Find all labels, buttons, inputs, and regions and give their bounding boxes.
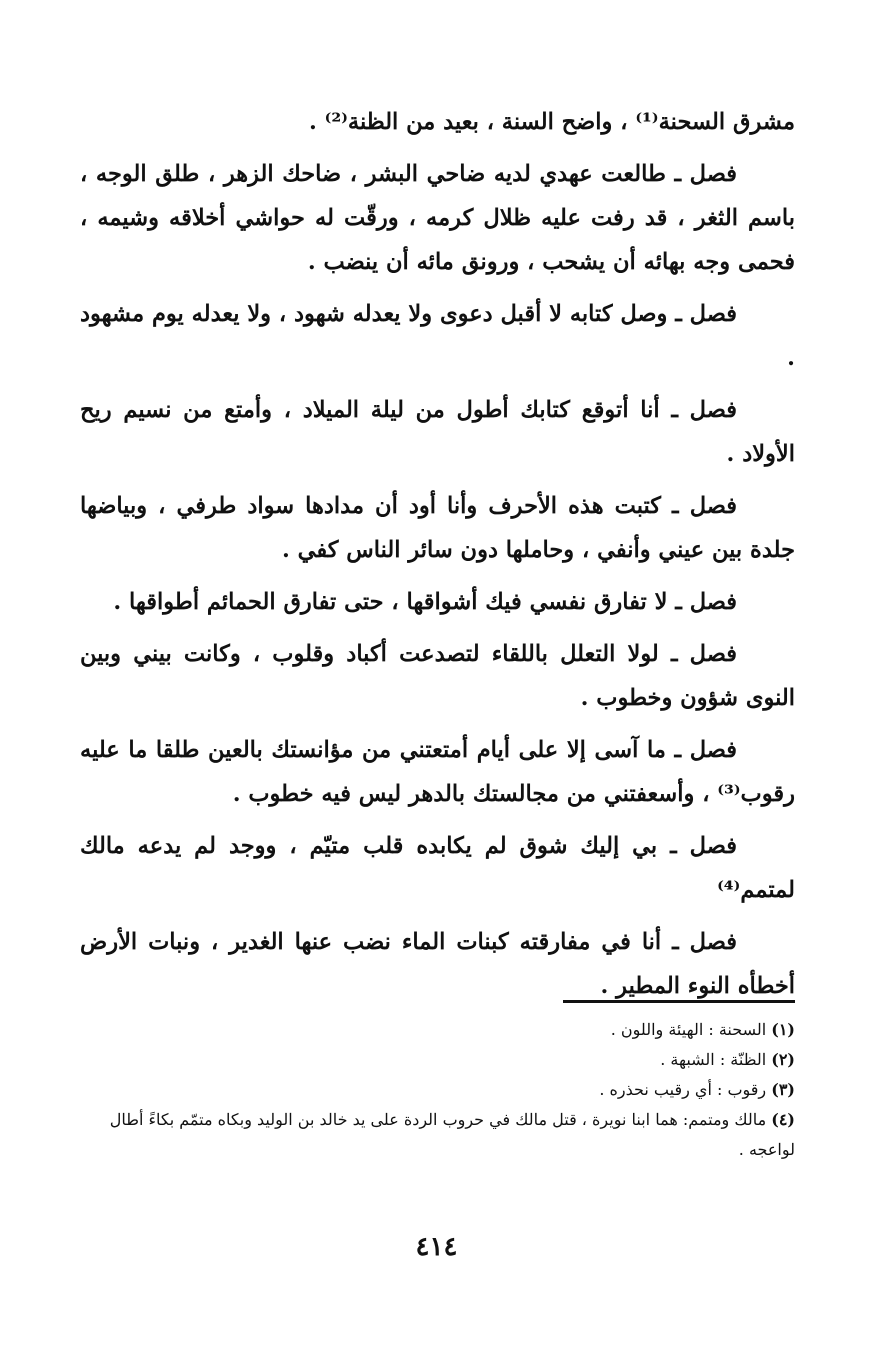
- footnote-text: الظنّة : الشبهة .: [660, 1050, 767, 1069]
- paragraph-6: فصل ـ لا تفارق نفسي فيك أشواقها ، حتى تفارق الحمائم أطواقها .: [113, 589, 737, 615]
- main-text: [80, 100, 795, 1016]
- paragraph-2: فصل ـ طالعت عهدي لديه ضاحي البشر ، ضاحك الزهر ، طلق الوجه ، باسم الثغر ، قد رفت عليه ظلال كرمه ، ورقّت له حواشي أخلاقه وشيمه ، فحمى وجه بهائه أن يشحب ، ورونق مائه أن ينضب .: [80, 161, 795, 275]
- footnote-number: (٤): [771, 1110, 795, 1129]
- paragraph-7: فصل ـ لولا التعلل باللقاء لتصدعت أكباد وقلوب ، وكانت بيني وبين النوى شؤون وخطوب .: [80, 641, 795, 711]
- footnote-number: (٢): [771, 1050, 795, 1069]
- footnote-2: [80, 1045, 795, 1075]
- paragraph-3: فصل ـ وصل كتابه لا أقبل دعوى ولا يعدله شهود ، ولا يعدله يوم مشهود .: [80, 301, 795, 371]
- paragraph-5: فصل ـ كتبت هذه الأحرف وأنا أود أن مدادها سواد طرفي ، وبياضها جلدة بين عيني وأنفي ، وحاملها دون سائر الناس كفي .: [80, 493, 795, 563]
- page-number: ٤١٤: [415, 1232, 458, 1262]
- footnote-4: [80, 1105, 795, 1165]
- footnote-number: (٣): [771, 1080, 795, 1099]
- footnote-divider: [563, 1000, 795, 1003]
- paragraph-9: فصل ـ بي إليك شوق لم يكابده قلب متيّم ، ووجد لم يدعه مالك لمتمم⁽⁴⁾: [80, 833, 795, 903]
- footnote-text: مالك ومتمم: هما ابنا نويرة ، قتل مالك في حروب الردة على يد خالد بن الوليد وبكاه متمّم بكاءً أطال لواعجه .: [109, 1110, 795, 1159]
- paragraph-4: فصل ـ أنا أتوقع كتابك أطول من ليلة الميلاد ، وأمتع من نسيم ريح الأولاد .: [80, 397, 795, 467]
- paragraph-1: مشرق السحنة⁽¹⁾ ، واضح السنة ، بعيد من الظنة⁽²⁾ .: [308, 109, 795, 135]
- paragraph-10: فصل ـ أنا في مفارقته كبنات الماء نضب عنها الغدير ، ونبات الأرض أخطأه النوء المطير .: [80, 929, 795, 999]
- footnote-number: (١): [771, 1020, 795, 1039]
- footnote-1: [80, 1015, 795, 1045]
- paragraph-8: فصل ـ ما آسى إلا على أيام أمتعتني من مؤانستك بالعين طلقا ما عليه رقوب⁽³⁾ ، وأسعفتني من مجالستك بالدهر ليس فيه خطوب .: [80, 737, 795, 807]
- footnotes: [80, 1015, 795, 1165]
- footnote-text: السحنة : الهيئة واللون .: [610, 1020, 767, 1039]
- footnote-text: رقوب : أي رقيب نحذره .: [599, 1080, 767, 1099]
- footnote-3: [80, 1075, 795, 1105]
